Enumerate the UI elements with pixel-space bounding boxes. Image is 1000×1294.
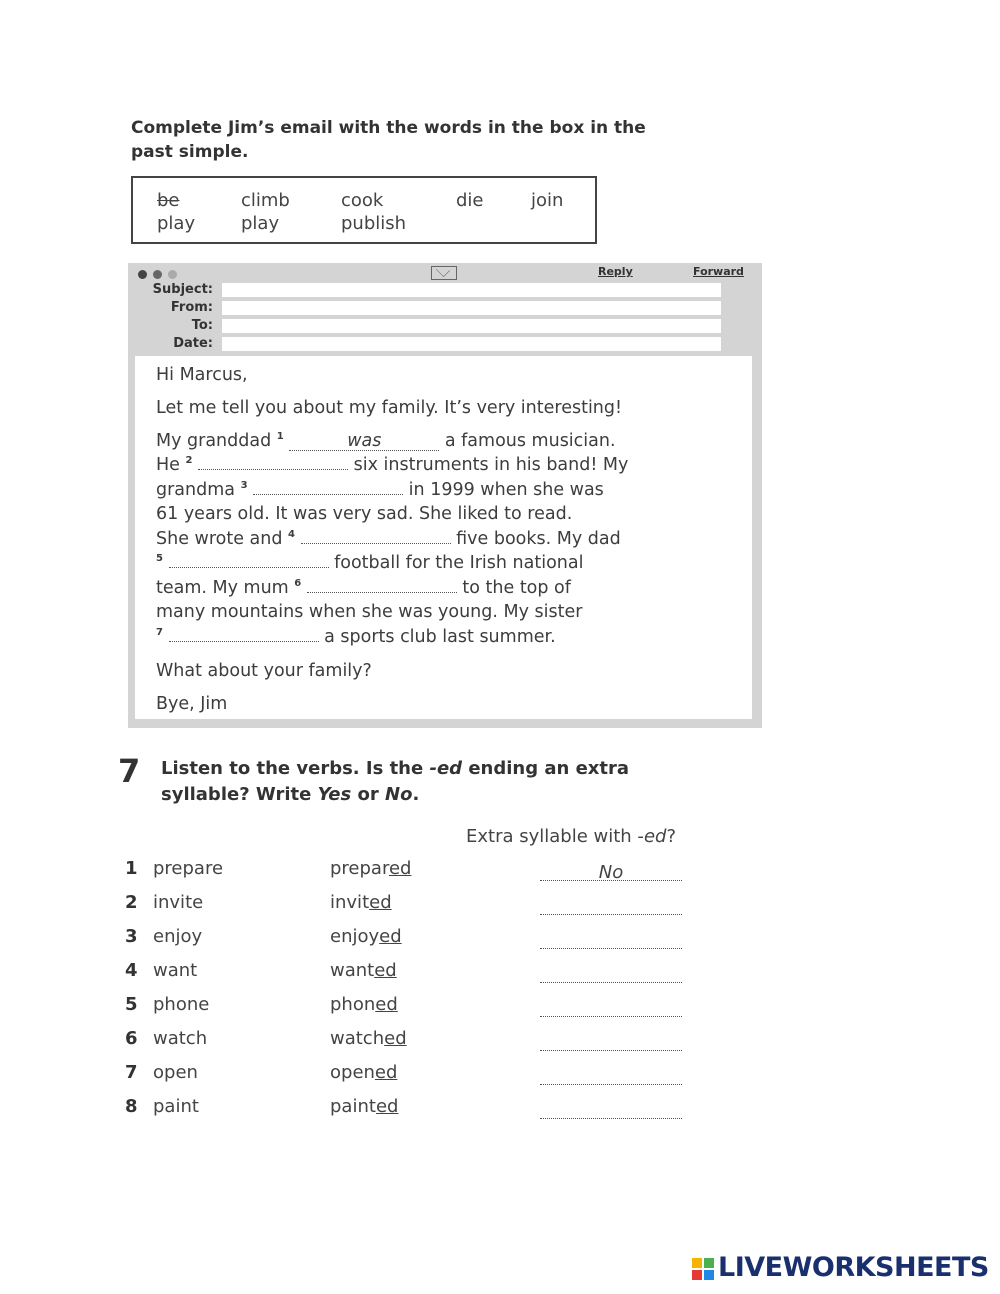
email-question: What about your family? bbox=[156, 661, 372, 681]
logo-grid-icon bbox=[692, 1258, 716, 1282]
exercise-7-instruction: Listen to the verbs. Is the -ed ending an extra syllable? Write Yes or No. bbox=[161, 758, 630, 805]
forward-link[interactable]: Forward bbox=[693, 265, 744, 278]
blank-3[interactable] bbox=[253, 494, 403, 495]
exercise-7-number: 7 bbox=[118, 752, 141, 790]
word-play-2: play bbox=[241, 213, 280, 234]
blank-2[interactable] bbox=[198, 469, 348, 470]
blank-4[interactable] bbox=[301, 543, 451, 544]
blank-7[interactable] bbox=[169, 641, 319, 642]
email-line: 61 years old. It was very sad. She liked to read. bbox=[156, 504, 573, 524]
answer-5[interactable] bbox=[540, 998, 682, 1017]
exercise-6-instruction bbox=[131, 116, 781, 164]
window-dot-icon bbox=[168, 270, 177, 279]
verb-row: 1 prepare prepared No bbox=[0, 858, 1000, 888]
word-play-1: play bbox=[157, 213, 196, 234]
word-join: join bbox=[531, 190, 564, 211]
blank-6[interactable] bbox=[307, 592, 457, 593]
email-body bbox=[135, 356, 752, 719]
answer-4[interactable] bbox=[540, 964, 682, 983]
reply-link[interactable]: Reply bbox=[598, 265, 633, 278]
verb-row: 3 enjoy enjoyed bbox=[0, 926, 1000, 956]
subject-field[interactable] bbox=[222, 283, 721, 297]
blank-1[interactable]: was bbox=[289, 432, 439, 451]
email-window bbox=[128, 263, 762, 728]
date-field[interactable] bbox=[222, 337, 721, 351]
to-field[interactable] bbox=[222, 319, 721, 333]
to-label: To: bbox=[191, 318, 213, 333]
verb-row: 5 phone phoned bbox=[0, 994, 1000, 1024]
word-publish: publish bbox=[341, 213, 407, 234]
answer-6[interactable] bbox=[540, 1032, 682, 1051]
email-line: $^5$ football for the Irish national bbox=[156, 553, 584, 573]
email-signoff: Bye, Jim bbox=[156, 694, 228, 714]
instruction-line-2: past simple. bbox=[131, 142, 249, 162]
email-line: many mountains when she was young. My sister bbox=[156, 602, 583, 622]
column-header: Extra syllable with -ed? bbox=[466, 826, 676, 847]
email-intro: Let me tell you about my family. It’s very interesting! bbox=[156, 398, 623, 418]
blank-5[interactable] bbox=[169, 567, 329, 568]
email-line: grandma $^3$ in 1999 when she was bbox=[156, 480, 604, 500]
envelope-icon bbox=[431, 266, 457, 280]
answer-1[interactable]: No bbox=[540, 862, 682, 881]
email-line: My granddad $^1$ was a famous musician. bbox=[156, 431, 616, 451]
word-climb: climb bbox=[241, 190, 290, 211]
email-line: team. My mum $^6$ to the top of bbox=[156, 578, 571, 598]
word-die: die bbox=[456, 190, 484, 211]
verb-row: 4 want wanted bbox=[0, 960, 1000, 990]
date-label: Date: bbox=[173, 336, 213, 351]
answer-3[interactable] bbox=[540, 930, 682, 949]
word-be: be bbox=[157, 190, 180, 211]
from-label: From: bbox=[170, 300, 213, 315]
word-cook: cook bbox=[341, 190, 384, 211]
instruction-line-1: Complete Jim’s email with the words in the box in the bbox=[131, 118, 646, 138]
email-line: She wrote and $^4$ five books. My dad bbox=[156, 529, 621, 549]
answer-8[interactable] bbox=[540, 1100, 682, 1119]
verb-row: 8 paint painted bbox=[0, 1096, 1000, 1126]
word-box bbox=[131, 176, 597, 244]
email-line: $^7$ a sports club last summer. bbox=[156, 627, 556, 647]
verb-row: 2 invite invited bbox=[0, 892, 1000, 922]
from-field[interactable] bbox=[222, 301, 721, 315]
window-dot-icon bbox=[138, 270, 147, 279]
logo-text: LIVEWORKSHEETS bbox=[718, 1252, 989, 1283]
window-dot-icon bbox=[153, 270, 162, 279]
answer-7[interactable] bbox=[540, 1066, 682, 1085]
email-greeting: Hi Marcus, bbox=[156, 365, 248, 385]
email-line: He $^2$ six instruments in his band! My bbox=[156, 455, 629, 475]
answer-2[interactable] bbox=[540, 896, 682, 915]
verb-row: 7 open opened bbox=[0, 1062, 1000, 1092]
verb-row: 6 watch watched bbox=[0, 1028, 1000, 1058]
subject-label: Subject: bbox=[152, 282, 213, 297]
